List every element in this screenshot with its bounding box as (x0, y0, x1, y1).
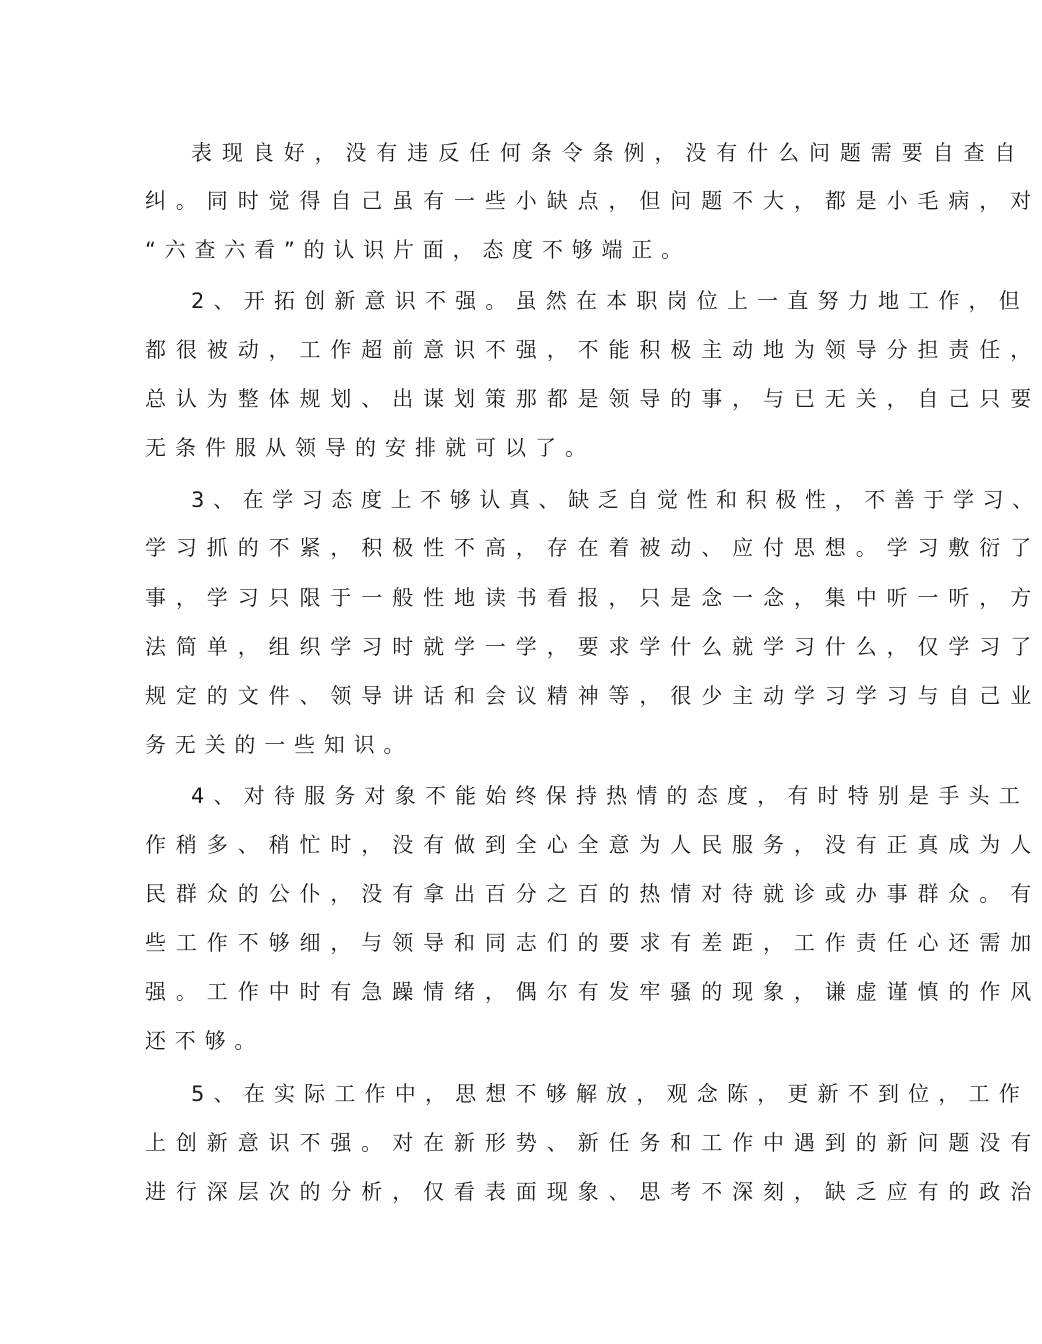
text-line: 作稍多、稍忙时，没有做到全心全意为人民服务，没有正真成为人 (145, 833, 1042, 857)
text-line: 还不够。 (145, 1029, 265, 1053)
text-line: 总认为整体规划、出谋划策那都是领导的事，与已无关，自己只要 (145, 387, 1042, 411)
text-line: 3、在学习态度上不够认真、缺乏自觉性和积极性，不善于学习、 (191, 488, 1042, 512)
text-line: 事，学习只限于一般性地读书看报，只是念一念，集中听一听，方 (145, 586, 1042, 610)
text-line: 些工作不够细，与领导和同志们的要求有差距，工作责任心还需加 (145, 931, 1042, 955)
text-line: 无条件服从领导的安排就可以了。 (145, 436, 595, 460)
text-line: 学习抓的不紧，积极性不高，存在着被动、应付思想。学习敷衍了 (145, 536, 1042, 560)
text-line: 进行深层次的分析，仅看表面现象、思考不深刻，缺乏应有的政治 (145, 1180, 1042, 1204)
text-line: 规定的文件、领导讲话和会议精神等，很少主动学习学习与自己业 (145, 684, 1042, 708)
text-line: 务无关的一些知识。 (145, 733, 414, 757)
text-line: 法简单，组织学习时就学一学，要求学什么就学习什么，仅学习了 (145, 635, 1042, 659)
text-line: 上创新意识不强。对在新形势、新任务和工作中遇到的新问题没有 (145, 1131, 1042, 1155)
text-line: 2、开拓创新意识不强。虽然在本职岗位上一直努力地工作，但 (191, 289, 1029, 313)
text-line: 5、在实际工作中，思想不够解放，观念陈，更新不到位，工作 (191, 1082, 1029, 1106)
text-line: 强。工作中时有急躁情绪，偶尔有发牢骚的现象，谦虚谨慎的作风 (145, 980, 1042, 1004)
text-line: 表现良好，没有违反任何条令条例，没有什么问题需要自查自 (191, 141, 1026, 165)
text-line: 都很被动，工作超前意识不强，不能积极主动地为领导分担责任， (145, 338, 1042, 362)
text-line: 4、对待服务对象不能始终保持热情的态度，有时特别是手头工 (191, 784, 1029, 808)
text-line: 纠。同时觉得自己虽有一些小缺点，但问题不大，都是小毛病，对 (145, 189, 1042, 213)
text-line: 民群众的公仆，没有拿出百分之百的热情对待就诊或办事群众。有 (145, 882, 1042, 906)
text-line: “六查六看”的认识片面，态度不够端正。 (145, 238, 691, 262)
